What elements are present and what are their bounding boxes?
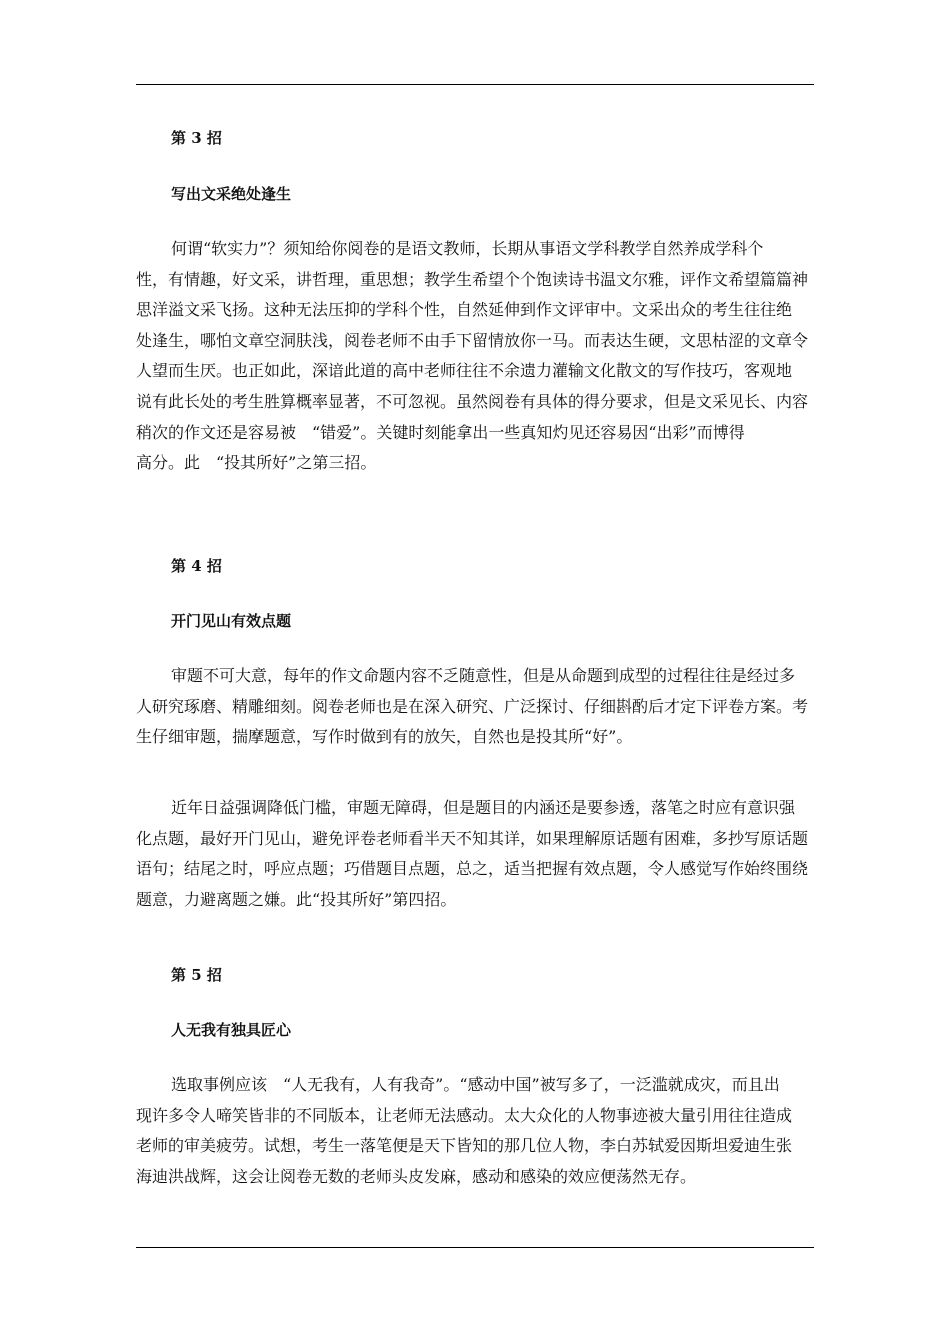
section-5-paragraph-1 [136, 1070, 814, 1192]
section-3-title: 写出文采绝处逢生 [171, 185, 292, 203]
text-line: 高分。此 “投其所好”之第三招。 [136, 453, 377, 473]
text-line: 思洋溢文采飞扬。这种无法压抑的学科个性，自然延伸到作文评审中。文采出众的考生往往绝 [136, 300, 793, 320]
text-line: 说有此长处的考生胜算概率显著，不可忽视。虽然阅卷有具体的得分要求，但是文采见长、内容 [136, 391, 809, 411]
text-line: 人研究琢磨、精雕细刻。阅卷老师也是在深入研究、广泛探讨、仔细斟酌后才定下评卷方案。考 [136, 696, 809, 716]
header-rule [136, 84, 814, 85]
text-line: 选取事例应该 “人无我有，人有我奇”。“感动中国”被写多了，一泛滥就成灾，而且出 [171, 1075, 780, 1094]
text-line: 何谓“软实力”？须知给你阅卷的是语文教师，长期从事语文学科教学自然养成学科个 [171, 239, 764, 258]
section-5-number: 第 5 招 [171, 966, 222, 984]
text-line: 审题不可大意，每年的作文命题内容不乏随意性，但是从命题到成型的过程往往是经过多 [171, 666, 796, 685]
text-line: 处逢生，哪怕文章空洞肤浅，阅卷老师不由手下留情放你一马。而表达生硬，文思枯涩的文章令 [136, 330, 809, 350]
text-line: 生仔细审题，揣摩题意，写作时做到有的放矢，自然也是投其所“好”。 [136, 727, 633, 747]
text-line: 题意，力避离题之嫌。此“投其所好”第四招。 [136, 889, 457, 909]
text-line: 语句；结尾之时，呼应点题；巧借题目点题，总之，适当把握有效点题，令人感觉写作始终围绕 [136, 859, 809, 879]
section-3-number: 第 3 招 [171, 129, 222, 147]
footer-rule [136, 1247, 814, 1248]
section-4-number: 第 4 招 [171, 557, 222, 575]
section-3-paragraph-1 [136, 234, 814, 479]
section-4-paragraph-1 [136, 661, 814, 753]
text-line: 海迪洪战辉，这会让阅卷无数的老师头皮发麻，感动和感染的效应便荡然无存。 [136, 1166, 697, 1186]
section-4-paragraph-2 [136, 793, 814, 915]
text-line: 化点题，最好开门见山，避免评卷老师看半天不知其详，如果理解原话题有困难，多抄写原话题 [136, 828, 809, 848]
text-line: 现许多令人啼笑皆非的不同版本，让老师无法感动。太大众化的人物事迹被大量引用往往造成 [136, 1105, 793, 1125]
section-5-title: 人无我有独具匠心 [171, 1021, 292, 1039]
text-line: 人望而生厌。也正如此，深谙此道的高中老师往往不余遗力灌输文化散文的写作技巧，客观地 [136, 361, 793, 381]
text-line: 老师的审美疲劳。试想，考生一落笔便是天下皆知的那几位人物，李白苏轼爱因斯坦爱迪生张 [136, 1136, 793, 1156]
text-line: 近年日益强调降低门槛，审题无障碍，但是题目的内涵还是要参透，落笔之时应有意识强 [171, 798, 796, 817]
text-line: 性，有情趣，好文采，讲哲理，重思想；教学生希望个个饱读诗书温文尔雅，评作文希望篇篇神 [136, 269, 809, 289]
section-4-title: 开门见山有效点题 [171, 612, 292, 630]
text-line: 稍次的作文还是容易被 “错爱”。关键时刻能拿出一些真知灼见还容易因“出彩”而博得 [136, 422, 745, 442]
